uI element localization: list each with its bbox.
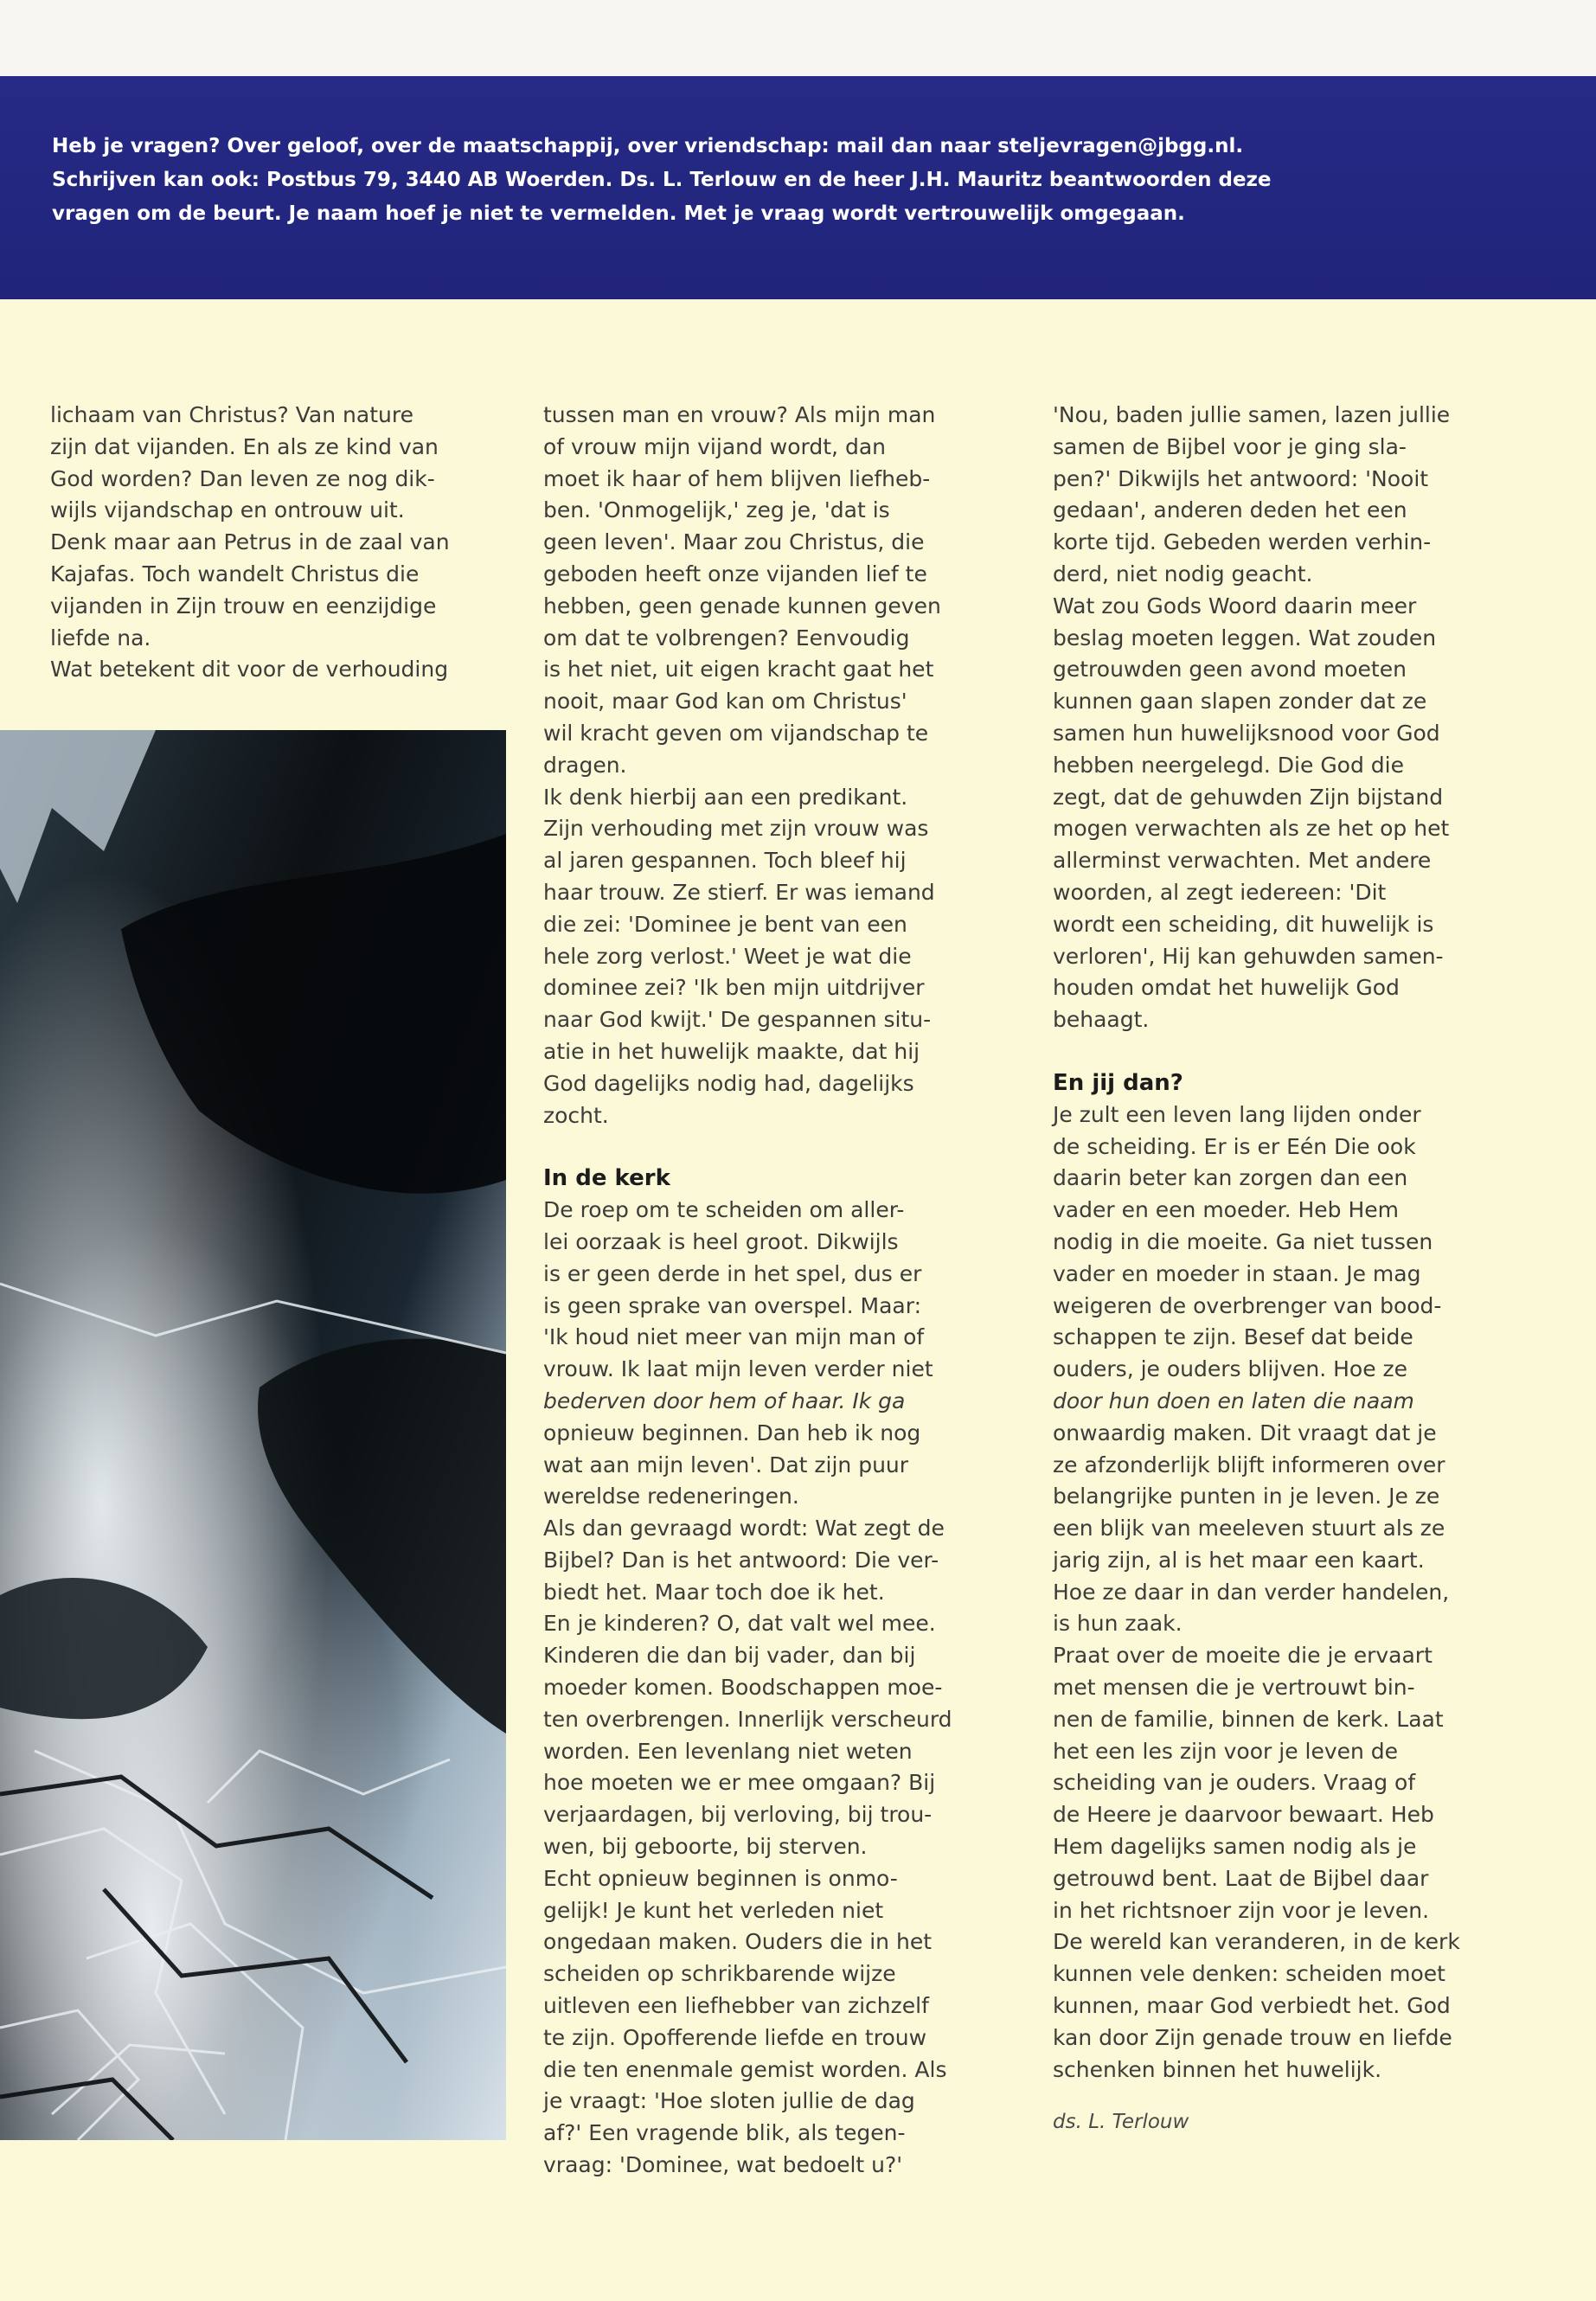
column-3 bbox=[1053, 400, 1554, 2138]
text-line: wordt een scheiding, dit huwelijk is bbox=[1053, 911, 1434, 937]
text-line: 'Ik houd niet meer van mijn man of bbox=[543, 1324, 925, 1350]
text-line: samen de Bijbel voor je ging sla- bbox=[1053, 433, 1407, 459]
text-line: ongedaan maken. Ouders die in het bbox=[543, 1929, 932, 1955]
author-signature: ds. L. Terlouw bbox=[1053, 2111, 1189, 2134]
column-3-paragraph-2 bbox=[1053, 1099, 1554, 1386]
text-line: Kinderen die dan bij vader, dan bij bbox=[543, 1643, 916, 1669]
text-line: atie in het huwelijk maakte, dat hij bbox=[543, 1038, 920, 1064]
text-line: Zijn verhouding met zijn vrouw was bbox=[543, 816, 929, 842]
text-line: derd, niet nodig geacht. bbox=[1053, 561, 1313, 586]
text-line: die zei: 'Dominee je bent van een bbox=[543, 911, 907, 937]
text-line: dominee zei? 'Ik ben mijn uitdrijver bbox=[543, 975, 925, 1001]
heading-en-jij-dan: En jij dan? bbox=[1053, 1069, 1183, 1096]
text-line: mogen verwachten als ze het op het bbox=[1053, 816, 1450, 842]
text-line: vader en een moeder. Heb Hem bbox=[1053, 1197, 1399, 1223]
text-line: biedt het. Maar toch doe ik het. bbox=[543, 1579, 885, 1605]
text-line: pen?' Dikwijls het antwoord: 'Nooit bbox=[1053, 465, 1429, 491]
text-line: liefde na. bbox=[50, 625, 151, 651]
text-line: kunnen gaan slapen zonder dat ze bbox=[1053, 689, 1427, 715]
text-line: nodig in die moeite. Ga niet tussen bbox=[1053, 1228, 1433, 1254]
text-line: de scheiding. Er is er Eén Die ook bbox=[1053, 1133, 1416, 1159]
text-line: het een les zijn voor je leven de bbox=[1053, 1738, 1399, 1764]
text-line: wijls vijandschap en ontrouw uit. bbox=[50, 497, 405, 523]
text-line: scheiden op schrikbarende wijze bbox=[543, 1961, 896, 1987]
text-line: lei oorzaak is heel groot. Dikwijls bbox=[543, 1228, 899, 1254]
text-line: je vraagt: 'Hoe sloten jullie de dag bbox=[543, 2088, 915, 2114]
text-line: dragen. bbox=[543, 752, 627, 778]
text-line: te zijn. Opofferende liefde en trouw bbox=[543, 2024, 927, 2050]
text-line: vrouw. Ik laat mijn leven verder niet bbox=[543, 1356, 933, 1382]
text-line: moet ik haar of hem blijven liefheb- bbox=[543, 465, 931, 491]
text-line: hele zorg verlost.' Weet je wat die bbox=[543, 943, 912, 969]
column-2 bbox=[543, 400, 1028, 2182]
broken-glass-illustration bbox=[0, 730, 506, 2140]
text-line: vijanden in Zijn trouw en eenzijdige bbox=[50, 593, 437, 619]
text-line: ouders, je ouders blijven. Hoe ze bbox=[1053, 1356, 1408, 1382]
text-line: al jaren gespannen. Toch bleef hij bbox=[543, 848, 907, 874]
heading-in-de-kerk: In de kerk bbox=[543, 1165, 670, 1192]
text-line: nooit, maar God kan om Christus' bbox=[543, 689, 907, 715]
text-line: is er geen derde in het spel, dus er bbox=[543, 1260, 922, 1286]
text-line: jarig zijn, al is het maar een kaart. bbox=[1053, 1547, 1425, 1573]
text-line: is het niet, uit eigen kracht gaat het bbox=[543, 657, 934, 683]
text-line: allerminst verwachten. Met andere bbox=[1053, 848, 1432, 874]
text-line: houden omdat het huwelijk God bbox=[1053, 975, 1400, 1001]
column-3-paragraph-1 bbox=[1053, 400, 1554, 1036]
text-line: Hoe ze daar in dan verder handelen, bbox=[1053, 1579, 1450, 1605]
banner-line-1: Heb je vragen? Over geloof, over de maatschappij, over vriendschap: mail dan naar steljevragen@jbgg.nl. bbox=[52, 135, 1244, 157]
text-line: getrouwd bent. Laat de Bijbel daar bbox=[1053, 1865, 1429, 1891]
text-line: De wereld kan veranderen, in de kerk bbox=[1053, 1929, 1460, 1955]
text-line: hoe moeten we er mee omgaan? Bij bbox=[543, 1770, 936, 1796]
info-banner bbox=[0, 76, 1596, 299]
text-line: samen hun huwelijksnood voor God bbox=[1053, 720, 1440, 746]
text-line: ben. 'Onmogelijk,' zeg je, 'dat is bbox=[543, 497, 890, 523]
column-1 bbox=[50, 400, 517, 686]
text-line: woorden, al zegt iedereen: 'Dit bbox=[1053, 879, 1387, 905]
text-line: De roep om te scheiden om aller- bbox=[543, 1197, 905, 1223]
top-margin bbox=[0, 0, 1596, 76]
text-line: is geen sprake van overspel. Maar: bbox=[543, 1292, 921, 1318]
text-line: zegt, dat de gehuwden Zijn bijstand bbox=[1053, 784, 1444, 810]
text-line: die ten enenmale gemist worden. Als bbox=[543, 2056, 947, 2082]
text-line: Bijbel? Dan is het antwoord: Die ver- bbox=[543, 1547, 939, 1573]
column-2-paragraph-2 bbox=[543, 1195, 1028, 1386]
text-line: is hun zaak. bbox=[1053, 1611, 1183, 1637]
text-line: Hem dagelijks samen nodig als je bbox=[1053, 1834, 1417, 1860]
column-2-paragraph-3 bbox=[543, 1418, 1028, 2182]
text-line: uitleven een liefhebber van zichzelf bbox=[543, 1993, 929, 2019]
text-line: kan door Zijn genade trouw en liefde bbox=[1053, 2024, 1452, 2050]
text-line: wat aan mijn leven'. Dat zijn puur bbox=[543, 1452, 909, 1477]
text-line: worden. Een levenlang niet weten bbox=[543, 1738, 913, 1764]
text-line: zocht. bbox=[543, 1102, 609, 1128]
text-line: de Heere je daarvoor bewaart. Heb bbox=[1053, 1802, 1434, 1828]
text-line: af?' Een vragende blik, als tegen- bbox=[543, 2120, 906, 2146]
text-line: Praat over de moeite die je ervaart bbox=[1053, 1643, 1433, 1669]
text-line: vader en moeder in staan. Je mag bbox=[1053, 1260, 1421, 1286]
column-3-paragraph-3 bbox=[1053, 1418, 1554, 2086]
text-line: nen de familie, binnen de kerk. Laat bbox=[1053, 1706, 1444, 1732]
text-line: daarin beter kan zorgen dan een bbox=[1053, 1165, 1408, 1191]
text-line: Kajafas. Toch wandelt Christus die bbox=[50, 561, 420, 586]
text-line: Wat zou Gods Woord daarin meer bbox=[1053, 593, 1417, 619]
text-line: Denk maar aan Petrus in de zaal van bbox=[50, 529, 450, 555]
text-line: een blijk van meeleven stuurt als ze bbox=[1053, 1516, 1445, 1541]
banner-line-3: vragen om de beurt. Je naam hoef je niet te vermelden. Met je vraag wordt vertrouwelijk omgegaan. bbox=[52, 202, 1185, 225]
text-line: God dagelijks nodig had, dagelijks bbox=[543, 1070, 914, 1096]
text-line: geen leven'. Maar zou Christus, die bbox=[543, 529, 925, 555]
text-line: Je zult een leven lang lijden onder bbox=[1053, 1101, 1421, 1127]
text-line: hebben, geen genade kunnen geven bbox=[543, 593, 941, 619]
text-line: opnieuw beginnen. Dan heb ik nog bbox=[543, 1420, 921, 1445]
text-line: Ik denk hierbij aan een predikant. bbox=[543, 784, 908, 810]
text-line: korte tijd. Gebeden werden verhin- bbox=[1053, 529, 1432, 555]
text-line: zijn dat vijanden. En als ze kind van bbox=[50, 433, 439, 459]
text-line: beslag moeten leggen. Wat zouden bbox=[1053, 625, 1437, 651]
text-line: Echt opnieuw beginnen is onmo- bbox=[543, 1865, 898, 1891]
broken-glass-photo bbox=[0, 730, 506, 2140]
text-line: hebben neergelegd. Die God die bbox=[1053, 752, 1404, 778]
text-line: kunnen, maar God verbiedt het. God bbox=[1053, 1993, 1451, 2019]
text-line: wen, bij geboorte, bij sterven. bbox=[543, 1834, 868, 1860]
text-line: in het richtsnoer zijn voor je leven. bbox=[1053, 1897, 1430, 1923]
text-line: 'Nou, baden jullie samen, lazen jullie bbox=[1053, 402, 1451, 427]
text-line: moeder komen. Boodschappen moe- bbox=[543, 1675, 943, 1701]
text-line: verloren', Hij kan gehuwden samen- bbox=[1053, 943, 1444, 969]
column-2-italic-line: bederven door hem of haar. Ik ga bbox=[543, 1388, 906, 1413]
text-line: belangrijke punten in je leven. Je ze bbox=[1053, 1484, 1440, 1509]
text-line: behaagt. bbox=[1053, 1007, 1150, 1033]
text-line: Wat betekent dit voor de verhouding bbox=[50, 657, 449, 683]
text-line: En je kinderen? O, dat valt wel mee. bbox=[543, 1611, 936, 1637]
text-line: schenken binnen het huwelijk. bbox=[1053, 2056, 1382, 2082]
text-line: scheiding van je ouders. Vraag of bbox=[1053, 1770, 1416, 1796]
banner-line-2: Schrijven kan ook: Postbus 79, 3440 AB Woerden. Ds. L. Terlouw en de heer J.H. Mauritz beantwoorden deze bbox=[52, 169, 1272, 191]
text-line: lichaam van Christus? Van nature bbox=[50, 402, 413, 427]
text-line: schappen te zijn. Besef dat beide bbox=[1053, 1324, 1413, 1350]
text-line: Als dan gevraagd wordt: Wat zegt de bbox=[543, 1516, 945, 1541]
text-line: getrouwden geen avond moeten bbox=[1053, 657, 1407, 683]
text-line: kunnen vele denken: scheiden moet bbox=[1053, 1961, 1445, 1987]
text-line: gedaan', anderen deden het een bbox=[1053, 497, 1407, 523]
text-line: vraag: 'Dominee, wat bedoelt u?' bbox=[543, 2152, 903, 2178]
text-line: geboden heeft onze vijanden lief te bbox=[543, 561, 927, 586]
text-line: gelijk! Je kunt het verleden niet bbox=[543, 1897, 884, 1923]
text-line: onwaardig maken. Dit vraagt dat je bbox=[1053, 1420, 1437, 1445]
text-line: weigeren de overbrenger van bood- bbox=[1053, 1292, 1442, 1318]
text-line: wereldse redeneringen. bbox=[543, 1484, 799, 1509]
text-line: ze afzonderlijk blijft informeren over bbox=[1053, 1452, 1445, 1477]
column-3-italic-line: door hun doen en laten die naam bbox=[1053, 1388, 1414, 1413]
text-line: ten overbrengen. Innerlijk verscheurd bbox=[543, 1706, 952, 1732]
text-line: naar God kwijt.' De gespannen situ- bbox=[543, 1007, 932, 1033]
text-line: of vrouw mijn vijand wordt, dan bbox=[543, 433, 886, 459]
text-line: om dat te volbrengen? Eenvoudig bbox=[543, 625, 910, 651]
column-2-paragraph-1 bbox=[543, 400, 1028, 1131]
column-1-paragraph bbox=[50, 400, 517, 686]
text-line: tussen man en vrouw? Als mijn man bbox=[543, 402, 936, 427]
text-line: verjaardagen, bij verloving, bij trou- bbox=[543, 1802, 933, 1828]
text-line: God worden? Dan leven ze nog dik- bbox=[50, 465, 435, 491]
text-line: haar trouw. Ze stierf. Er was iemand bbox=[543, 879, 935, 905]
text-line: met mensen die je vertrouwt bin- bbox=[1053, 1675, 1415, 1701]
text-line: wil kracht geven om vijandschap te bbox=[543, 720, 929, 746]
